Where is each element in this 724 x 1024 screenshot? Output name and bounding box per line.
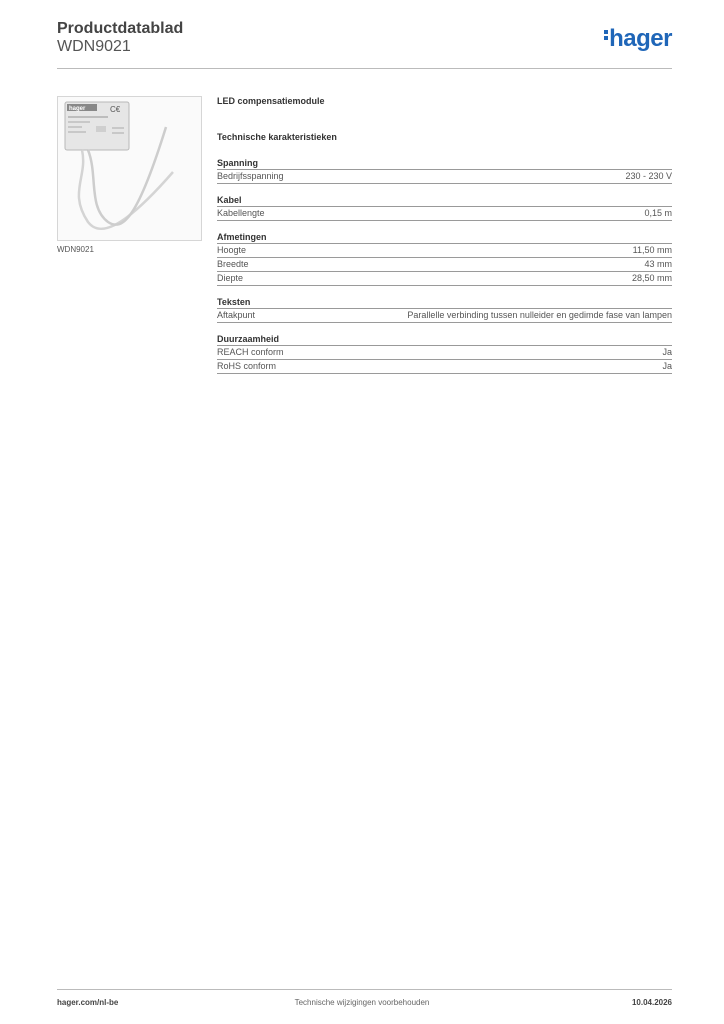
logo-colon-icon bbox=[604, 28, 608, 42]
module-label-brand: hager bbox=[69, 106, 86, 112]
product-code: WDN9021 bbox=[57, 38, 131, 55]
section-title: Spanning bbox=[217, 156, 672, 170]
wire-left bbox=[79, 150, 173, 229]
spec-row bbox=[217, 207, 672, 221]
module-text-line bbox=[112, 132, 124, 134]
spec-label: Bedrijfsspanning bbox=[217, 171, 284, 181]
spec-row bbox=[217, 170, 672, 184]
footer-website-link[interactable]: hager.com/nl-be bbox=[57, 998, 119, 1007]
section-kabel bbox=[217, 193, 672, 221]
ce-mark-icon: C€ bbox=[110, 105, 121, 114]
spec-row bbox=[217, 272, 672, 286]
spec-value: 43 mm bbox=[644, 259, 672, 269]
module-text-line bbox=[68, 116, 108, 118]
spec-value: 230 - 230 V bbox=[625, 171, 672, 181]
product-image bbox=[57, 96, 202, 241]
spec-label: Aftakpunt bbox=[217, 310, 256, 320]
spec-label: Diepte bbox=[217, 273, 244, 283]
header-divider bbox=[57, 68, 672, 69]
product-name: LED compensatiemodule bbox=[217, 96, 325, 106]
spec-value: Parallelle verbinding tussen nulleider en gedimde fase van lampen bbox=[407, 310, 672, 320]
image-caption: WDN9021 bbox=[57, 245, 94, 254]
spec-label: RoHS conform bbox=[217, 361, 277, 371]
spec-value: 11,50 mm bbox=[632, 245, 672, 255]
spec-label: REACH conform bbox=[217, 347, 284, 357]
logo-text: hager bbox=[609, 25, 672, 52]
module-text-line bbox=[68, 121, 90, 123]
spec-label: Kabellengte bbox=[217, 208, 265, 218]
module-text-line bbox=[112, 127, 124, 129]
spec-label: Hoogte bbox=[217, 245, 247, 255]
spec-row bbox=[217, 346, 672, 360]
spec-row bbox=[217, 244, 672, 258]
spec-value: Ja bbox=[662, 361, 672, 371]
footer-notice: Technische wijzigingen voorbehouden bbox=[294, 998, 430, 1007]
section-afmetingen bbox=[217, 230, 672, 286]
spec-value: 0,15 m bbox=[644, 208, 672, 218]
spec-label: Breedte bbox=[217, 259, 249, 269]
section-title: Kabel bbox=[217, 193, 672, 207]
spec-value: 28,50 mm bbox=[631, 273, 672, 283]
section-duurzaamheid bbox=[217, 332, 672, 374]
spec-row bbox=[217, 309, 672, 323]
product-illustration bbox=[58, 97, 201, 240]
technical-characteristics-title: Technische karakteristieken bbox=[217, 132, 337, 142]
footer-date: 10.04.2026 bbox=[631, 998, 672, 1007]
section-title: Duurzaamheid bbox=[217, 332, 672, 346]
module-symbol bbox=[96, 126, 106, 132]
section-title: Afmetingen bbox=[217, 230, 672, 244]
page-title: Productdatablad bbox=[57, 20, 184, 37]
footer-divider bbox=[57, 989, 672, 990]
section-title: Teksten bbox=[217, 295, 672, 309]
section-spanning bbox=[217, 156, 672, 184]
module-text-line bbox=[68, 126, 82, 128]
hager-logo[interactable] bbox=[604, 27, 672, 51]
spec-content bbox=[217, 96, 672, 383]
spec-value: Ja bbox=[662, 347, 672, 357]
spec-row bbox=[217, 258, 672, 272]
spec-row bbox=[217, 360, 672, 374]
module-text-line bbox=[68, 131, 86, 133]
section-teksten bbox=[217, 295, 672, 323]
